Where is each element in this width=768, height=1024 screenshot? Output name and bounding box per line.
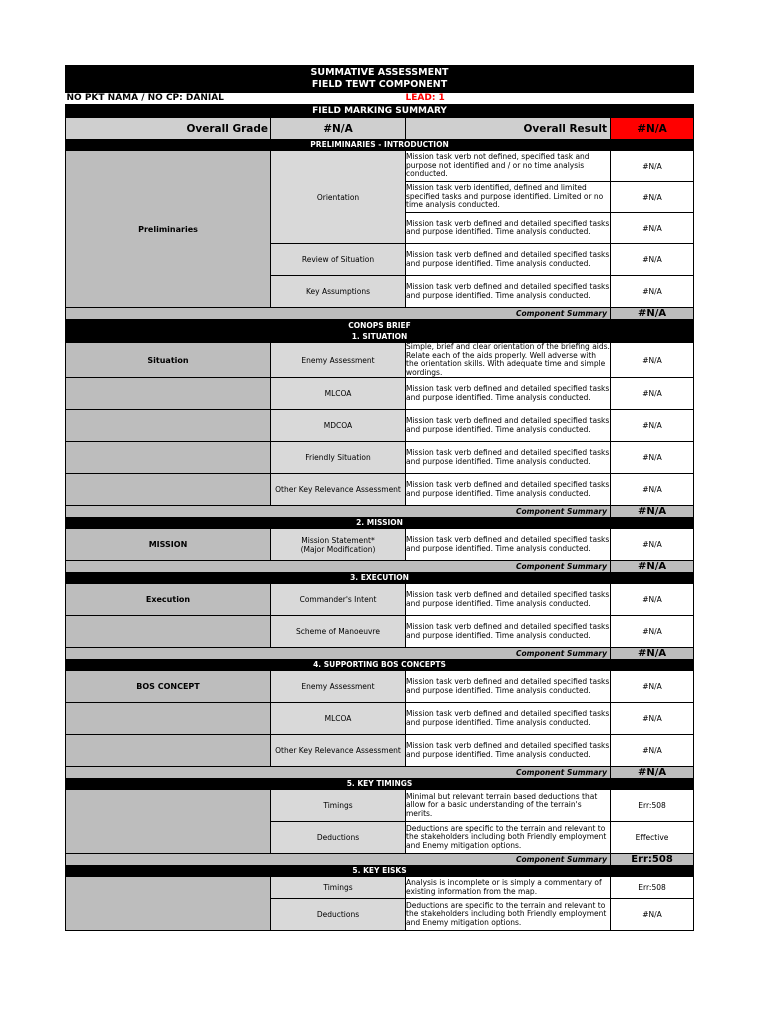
category-preliminaries: Preliminaries (66, 151, 271, 308)
criterion-mdcoa: MDCOA (271, 410, 406, 442)
section-header-conops (66, 320, 694, 343)
result-cell: #N/A (611, 703, 694, 735)
component-summary-label: Component Summary (66, 767, 611, 779)
criterion-enemy-assessment: Enemy Assessment (271, 343, 406, 378)
criterion-timings: Timings (271, 790, 406, 822)
lead-label: LEAD: 1 (406, 93, 694, 105)
result-cell: #N/A (611, 378, 694, 410)
descriptor: Mission task verb defined and detailed specified tasks and purpose identified. Time analysis conducted. (406, 584, 611, 616)
component-summary-label: Component Summary (66, 854, 611, 866)
descriptor: Mission task verb defined and detailed specified tasks and purpose identified. Time analysis conducted. (406, 735, 611, 767)
category-blank (66, 442, 271, 474)
descriptor: Mission task verb not defined, specified task and purpose not identified and / or no time analysis conducted. (406, 151, 611, 182)
criterion-other-key-relevance: Other Key Relevance Assessment (271, 735, 406, 767)
category-blank (66, 474, 271, 506)
result-cell: #N/A (611, 529, 694, 561)
category-bos-concept: BOS CONCEPT (66, 671, 271, 703)
category-execution: Execution (66, 584, 271, 616)
result-cell: #N/A (611, 276, 694, 308)
descriptor: Mission task verb identified, defined and limited specified tasks and purpose identified. Limited or no time analysis conducted. (406, 182, 611, 213)
section-header-execution: 3. EXECUTION (66, 573, 694, 584)
result-cell: #N/A (611, 671, 694, 703)
descriptor: Mission task verb defined and detailed specified tasks and purpose identified. Time analysis conducted. (406, 410, 611, 442)
category-blank (66, 378, 271, 410)
overall-grade-value: #N/A (271, 118, 406, 140)
component-summary-value: #N/A (611, 648, 694, 660)
student-label: NO PKT NAMA / NO CP: DANIAL (66, 93, 406, 105)
section-header-preliminaries: PRELIMINARIES - INTRODUCTION (66, 140, 694, 151)
result-cell: #N/A (611, 343, 694, 378)
descriptor: Mission task verb defined and detailed specified tasks and purpose identified. Time analysis conducted. (406, 276, 611, 308)
component-summary-label: Component Summary (66, 308, 611, 320)
component-summary-label: Component Summary (66, 561, 611, 573)
overall-grade-label: Overall Grade (66, 118, 271, 140)
marking-summary-title: FIELD MARKING SUMMARY (66, 105, 694, 118)
category-blank (66, 410, 271, 442)
criterion-other-key-relevance: Other Key Relevance Assessment (271, 474, 406, 506)
descriptor: Deductions are specific to the terrain and relevant to the stakeholders including both Friendly employment and Enemy mitigation options. (406, 899, 611, 931)
assessment-sheet (65, 65, 693, 931)
section-header-key-timings: 5. KEY TIMINGS (66, 779, 694, 790)
overall-result-label: Overall Result (406, 118, 611, 140)
component-summary-label: Component Summary (66, 648, 611, 660)
conops-brief-title: CONOPS BRIEF (348, 321, 411, 330)
criterion-orientation: Orientation (271, 151, 406, 244)
marking-table (65, 65, 694, 931)
category-blank (66, 735, 271, 767)
title-line-2: FIELD TEWT COMPONENT (311, 79, 448, 90)
descriptor: Mission task verb defined and detailed specified tasks and purpose identified. Time analysis conducted. (406, 616, 611, 648)
result-cell: #N/A (611, 151, 694, 182)
criterion-deductions: Deductions (271, 822, 406, 854)
component-summary-value: #N/A (611, 561, 694, 573)
mission-statement-label: Mission Statement* (301, 535, 375, 545)
descriptor: Analysis is incomplete or is simply a commentary of existing information from the map. (406, 877, 611, 899)
result-cell: #N/A (611, 182, 694, 213)
mission-statement-note: (Major Modification) (300, 544, 376, 554)
title-line-1: SUMMATIVE ASSESSMENT (310, 67, 449, 78)
criterion-review-of-situation: Review of Situation (271, 244, 406, 276)
result-cell: Err:508 (611, 877, 694, 899)
category-blank (66, 877, 271, 931)
descriptor: Simple, brief and clear orientation of the briefing aids. Relate each of the aids properly. Well adverse with the orientation skills. With adequate time and simple wordings. (406, 342, 610, 377)
descriptor: Minimal but relevant terrain based deductions that allow for a basic understanding of the terrain's merits. (406, 790, 611, 822)
component-summary-value: #N/A (611, 506, 694, 518)
section-header-mission: 2. MISSION (66, 518, 694, 529)
result-cell: #N/A (611, 474, 694, 506)
criterion-timings: Timings (271, 877, 406, 899)
result-cell: #N/A (611, 410, 694, 442)
category-mission: MISSION (66, 529, 271, 561)
criterion-friendly-situation: Friendly Situation (271, 442, 406, 474)
result-cell: #N/A (611, 735, 694, 767)
section-header-bos: 4. SUPPORTING BOS CONCEPTS (66, 660, 694, 671)
descriptor: Mission task verb defined and detailed specified tasks and purpose identified. Time analysis conducted. (406, 378, 611, 410)
category-situation: Situation (66, 343, 271, 378)
category-blank (66, 703, 271, 735)
result-cell: #N/A (611, 442, 694, 474)
result-cell: Err:508 (611, 790, 694, 822)
section-header-key-risks: 5. KEY EISKS (66, 866, 694, 877)
criterion-mlcoa: MLCOA (271, 703, 406, 735)
descriptor: Mission task verb defined and detailed specified tasks and purpose identified. Time analysis conducted. (406, 213, 611, 244)
component-summary-value: #N/A (611, 308, 694, 320)
criterion-mlcoa: MLCOA (271, 378, 406, 410)
situation-title: 1. SITUATION (351, 332, 408, 341)
criterion-key-assumptions: Key Assumptions (271, 276, 406, 308)
descriptor: Mission task verb defined and detailed specified tasks and purpose identified. Time analysis conducted. (406, 474, 611, 506)
criterion-enemy-assessment: Enemy Assessment (271, 671, 406, 703)
criterion-deductions: Deductions (271, 899, 406, 931)
result-cell: #N/A (611, 616, 694, 648)
result-cell: #N/A (611, 244, 694, 276)
overall-result-value: #N/A (611, 118, 694, 140)
descriptor: Deductions are specific to the terrain and relevant to the stakeholders including both Friendly employment and Enemy mitigation options. (406, 822, 611, 854)
descriptor: Mission task verb defined and detailed specified tasks and purpose identified. Time analysis conducted. (406, 442, 611, 474)
criterion-scheme-of-manoeuvre: Scheme of Manoeuvre (271, 616, 406, 648)
result-cell: Effective (611, 822, 694, 854)
result-cell: #N/A (611, 899, 694, 931)
criterion-mission-statement (271, 529, 406, 561)
component-summary-label: Component Summary (66, 506, 611, 518)
title-block (66, 66, 694, 93)
result-cell: #N/A (611, 213, 694, 244)
component-summary-value: Err:508 (611, 854, 694, 866)
criterion-commanders-intent: Commander's Intent (271, 584, 406, 616)
descriptor: Mission task verb defined and detailed specified tasks and purpose identified. Time analysis conducted. (406, 244, 611, 276)
descriptor: Mission task verb defined and detailed specified tasks and purpose identified. Time analysis conducted. (406, 671, 611, 703)
category-blank (66, 790, 271, 854)
component-summary-value: #N/A (611, 767, 694, 779)
category-blank (66, 616, 271, 648)
descriptor: Mission task verb defined and detailed specified tasks and purpose identified. Time analysis conducted. (406, 703, 611, 735)
descriptor: Mission task verb defined and detailed specified tasks and purpose identified. Time analysis conducted. (406, 529, 611, 561)
result-cell: #N/A (611, 584, 694, 616)
